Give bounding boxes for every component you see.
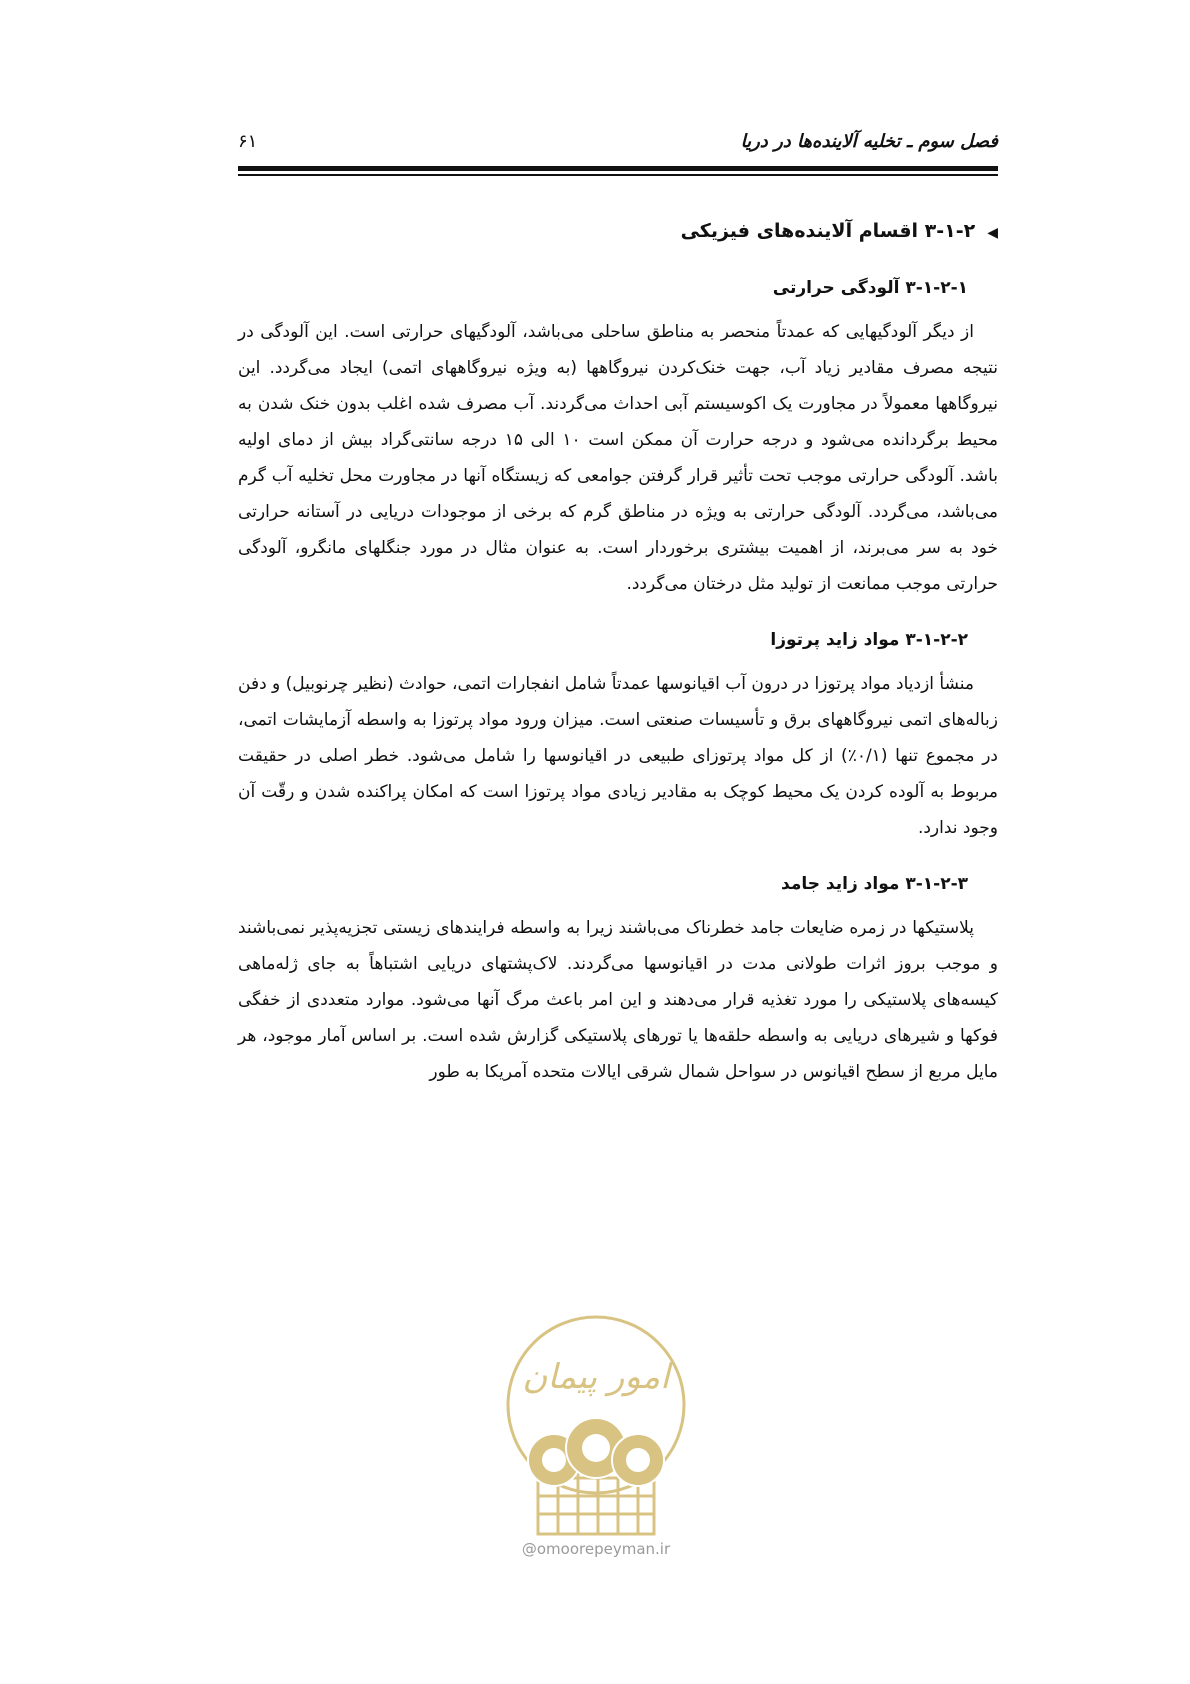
watermark-url — [486, 1540, 706, 1558]
running-title: فصل سوم ـ تخلیه آلاینده‌ها در دریا — [740, 131, 998, 152]
subsection-heading-solid: ۳-۱-۲-۳ مواد زاید جامد — [781, 874, 968, 894]
section-heading — [238, 216, 998, 248]
watermark-logo-icon — [486, 1310, 706, 1540]
at-sign-icon: @ — [521, 1540, 537, 1558]
header-rule-thick — [238, 166, 998, 171]
paragraph-thermal: از دیگر آلودگیهایی که عمدتاً منحصر به مناطق ساحلی می‌باشد، آلودگیهای حرارتی است. این آلودگی در نتیجه مصرف مقادیر زیاد آب، جهت خنک‌کردن نیروگاهها (به ویژه نیروگاههای اتمی) ایجاد می‌گردد. این نیروگاهها معمولاً در مجاورت یک اکوسیستم آبی احداث می‌گردند. آب مصرف شده اغلب بدون خنک شدن به محیط برگردانده می‌شود و درجه حرارت آن ممکن است ۱۰ الی ۱۵ درجه سانتی‌گراد بیش از دمای اولیه باشد. آلودگی حرارتی موجب تحت تأثیر قرار گرفتن جوامعی که زیستگاه آنها در مجاورت محل تخلیه آب گرم می‌باشد، می‌گردد. آلودگی حرارتی به ویژه در مناطق گرم که برخی از موجودات دریایی در آستانه حرارتی خود به سر می‌برند، از اهمیت بیشتری برخوردار است. به عنوان مثال در مورد جنگلهای مانگرو، آلودگی حرارتی موجب ممانعت از تولید مثل درختان می‌گردد. — [238, 322, 998, 594]
page-header — [238, 128, 998, 156]
watermark-url-text: omoorepeyman.ir — [536, 1540, 671, 1558]
paragraph-solid: پلاستیکها در زمره ضایعات جامد خطرناک می‌باشند زیرا به واسطه فرایندهای زیستی تجزیه‌پذیر نمی‌باشند و موجب بروز اثرات طولانی مدت در اقیانوسها می‌گردند. لاک‌پشتهای دریایی اشتباهاً به جای ژله‌ماهی کیسه‌های پلاستیکی را مورد تغذیه قرار می‌دهند و این امر باعث مرگ آنها می‌شود. موارد متعددی از خفگی فوکها و شیرهای دریایی به واسطه حلقه‌ها یا تورهای پلاستیکی گزارش شده است. بر اساس آمار موجود، هر مایل مربع از سطح اقیانوس در سواحل شمال شرقی ایالات متحده آمریکا به طور — [238, 918, 998, 1082]
subsection-heading-radioactive: ۳-۱-۲-۲ مواد زاید پرتوزا — [770, 630, 968, 650]
page-content — [238, 200, 998, 1114]
triangle-bullet-icon: ◀ — [987, 225, 998, 241]
header-rule-thin — [238, 174, 998, 176]
section-heading-text: ۳-۱-۲ اقسام آلاینده‌های فیزیکی — [680, 220, 976, 242]
page-number: ۶۱ — [238, 131, 258, 152]
watermark-logo — [486, 1310, 706, 1540]
paragraph-radioactive: منشأ ازدیاد مواد پرتوزا در درون آب اقیانوسها عمدتاً شامل انفجارات اتمی، حوادث (نظیر چرنوبیل) و دفن زباله‌های اتمی نیروگاههای برق و تأسیسات صنعتی است. میزان ورود مواد پرتوزا به واسطه آزمایشات اتمی، در مجموع تنها (۰/۱٪) از کل مواد پرتوزای طبیعی در اقیانوسها را شامل می‌شود. خطر اصلی در حقیقت مربوط به آلوده کردن یک محیط کوچک به مقادیر زیادی مواد پرتوزا است که امکان پراکنده شدن و رقّت آن وجود ندارد. — [238, 674, 998, 838]
watermark-logo-text: امور پیمان — [522, 1357, 670, 1397]
subsection-heading-thermal: ۳-۱-۲-۱ آلودگی حرارتی — [772, 278, 968, 298]
